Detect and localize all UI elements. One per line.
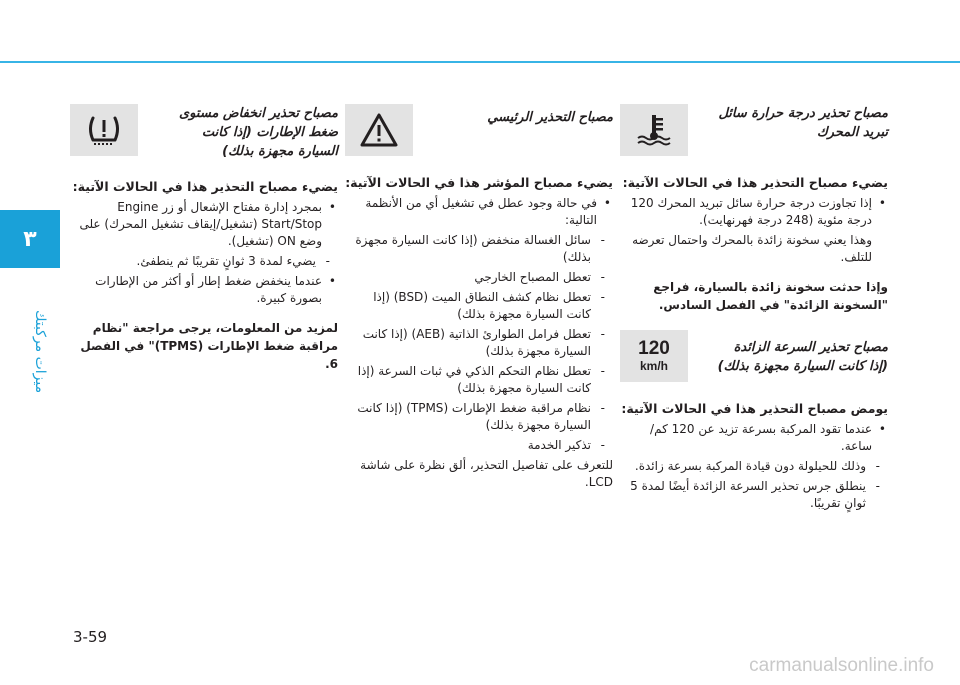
overspeed-header-line1: مصباح تحذير السرعة الزائدة	[733, 340, 888, 355]
coolant-title: يضيء مصباح التحذير هذا في الحالات الآتية:	[622, 175, 888, 190]
watermark: carmanualsonline.info	[749, 655, 934, 676]
tpms-dash-1: - يضيء لمدة 3 ثوانٍ تقريبًا ثم ينطفئ.	[70, 253, 338, 270]
master-warning-item: - تعطل نظام التحكم الذكي في ثبات السرعة (إذا كانت السيارة مجهزة بذلك)	[345, 363, 613, 397]
chapter-number: ٣	[23, 226, 37, 252]
tire-pressure-icon	[70, 104, 138, 156]
tpms-header-line3: السيارة مجهزة بذلك)	[222, 144, 338, 159]
header-rule	[0, 61, 960, 63]
master-warning-item: - تعطل المصباح الخارجي	[345, 269, 613, 286]
coolant-note: وإذا حدثت سخونة زائدة بالسيارة، فراجع "السخونة الزائدة" في الفصل السادس.	[653, 280, 888, 312]
chapter-title: ميزات مركبتك	[32, 310, 48, 394]
coolant-bullet: • إذا تجاوزت درجة حرارة سائل تبريد المحرك 120 درجة مئوية (248 درجة فهرنهايت).	[620, 195, 888, 229]
master-warning-item: - سائل الغسالة منخفض (إذا كانت السيارة مجهزة بذلك)	[345, 232, 613, 266]
master-warning-item: - تذكير الخدمة	[345, 437, 613, 454]
master-warning-item: - تعطل فرامل الطوارئ الذاتية (AEB) (إذا كانت السيارة مجهزة بذلك)	[345, 326, 613, 360]
overspeed-bullet: • عندما تقود المركبة بسرعة تزيد عن 120 كم/ ساعة.	[620, 421, 888, 455]
coolant-bullet-cont: وهذا يعني سخونة زائدة بالمحرك واحتمال تعرضه للتلف.	[632, 233, 872, 264]
master-warning-header: مصباح التحذير الرئيسي	[487, 110, 613, 125]
master-warning-bullet: • في حالة وجود عطل في تشغيل أي من الأنظمة التالية:	[345, 195, 613, 229]
overspeed-dash-2: - ينطلق جرس تحذير السرعة الزائدة أيضًا لمدة 5 ثوانٍ تقريبًا.	[620, 478, 888, 512]
overspeed-icon	[620, 330, 688, 382]
master-warning-tail: للتعرف على تفاصيل التحذير، ألق نظرة على شاشة LCD.	[360, 458, 613, 489]
overspeed-title: يومض مصباح التحذير هذا في الحالات الآتية:	[621, 401, 888, 416]
tpms-title: يضيء مصباح التحذير هذا في الحالات الآتية:	[72, 179, 338, 194]
page-number: 3-59	[73, 628, 108, 646]
tpms-bullet-2: • عندما ينخفض ضغط إطار أو أكثر من الإطارات بصورة كبيرة.	[70, 273, 338, 307]
tire-pressure-section	[70, 104, 338, 373]
master-warning-section	[345, 104, 613, 494]
warning-triangle-icon	[345, 104, 413, 156]
coolant-header-line1: مصباح تحذير درجة حرارة سائل	[718, 106, 888, 121]
overspeed-icon-value: 120	[638, 338, 670, 359]
master-warning-item: - تعطل نظام كشف النطاق الميت (BSD) (إذا كانت السيارة مجهزة بذلك)	[345, 289, 613, 323]
tpms-note: لمزيد من المعلومات، يرجى مراجعة "نظام مراقبة ضغط الإطارات (TPMS)" في الفصل 6.	[80, 321, 338, 371]
tpms-header-line2: ضغط الإطارات (إذا كانت	[201, 125, 338, 140]
tpms-header-line1: مصباح تحذير انخفاض مستوى	[179, 106, 338, 121]
overspeed-dash-1: - وذلك للحيلولة دون قيادة المركبة بسرعة زائدة.	[620, 458, 888, 475]
overspeed-icon-unit: km/h	[640, 359, 669, 373]
coolant-temperature-icon	[620, 104, 688, 156]
chapter-tab	[0, 210, 60, 268]
coolant-header-line2: تبريد المحرك	[816, 125, 888, 140]
master-warning-item: - نظام مراقبة ضغط الإطارات (TPMS) (إذا كانت السيارة مجهزة بذلك)	[345, 400, 613, 434]
master-warning-title: يضيء مصباح المؤشر هذا في الحالات الآتية:	[345, 175, 613, 190]
coolant-warning-section	[620, 104, 888, 515]
tpms-bullet-1: • بمجرد إدارة مفتاح الإشعال أو زر Engine Start/Stop (تشغيل/إيقاف تشغيل المحرك) على وضع ON (تشغيل).	[70, 199, 338, 250]
overspeed-header-line2: (إذا كانت السيارة مجهزة بذلك)	[717, 359, 888, 374]
